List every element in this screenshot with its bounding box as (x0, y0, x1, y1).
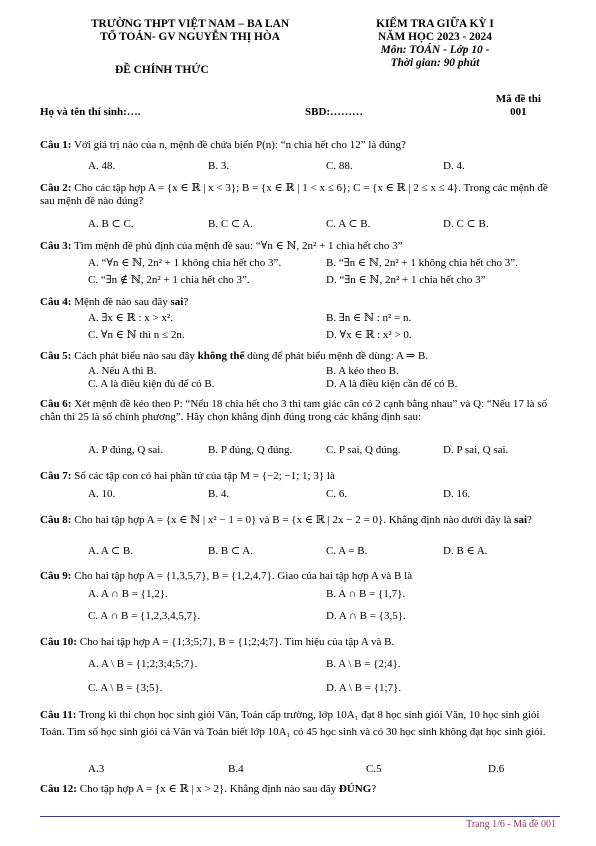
question-label: Câu 12: (40, 783, 77, 795)
question-7 (40, 470, 560, 500)
option-b: B. A ∩ B = {1,7}. (326, 588, 406, 600)
question-label: Câu 10: (40, 636, 77, 648)
page-footer: Trang 1/6 - Mã đề 001 (466, 819, 556, 830)
option-b: B.4 (228, 763, 244, 775)
candidate-number-field: SBD:……… (305, 106, 364, 118)
question-text: Cho các tập hợp A = {x ∈ ℝ | x < 3}; B = {x ∈ ℝ | 1 < x ≤ 6}; C = {x ∈ ℝ | 2 ≤ x ≤ 4}. Trong các mệnh đề sau mệnh đề nào đúng? (40, 182, 548, 207)
question-text: Số các tập con có hai phần tử của tập M = {−2; −1; 1; 3} là (74, 470, 335, 482)
question-label: Câu 9: (40, 570, 72, 582)
question-label: Câu 1: (40, 139, 72, 151)
question-text-end: ? (183, 296, 189, 308)
option-c: C. ∀n ∈ ℕ thì n ≤ 2n. (88, 329, 185, 341)
option-a: A. A ∩ B = {1,2}. (88, 588, 168, 600)
option-d: D. P sai, Q sai. (443, 444, 509, 456)
option-a: A.3 (88, 763, 105, 775)
option-b: B. A \ B = {2;4}. (326, 658, 401, 670)
exam-code-label: Mã đề thi (495, 93, 541, 105)
option-c: C. A \ B = {3;5}. (88, 682, 163, 694)
option-d: D. A là điều kiện cần để có B. (326, 378, 458, 390)
exam-header (330, 18, 540, 70)
question-text: Cho tập hợp A = {x ∈ ℝ | x > 2}. Khẳng định nào sau đây (79, 783, 339, 795)
question-label: Câu 4: (40, 296, 72, 308)
option-c: C. A = B. (326, 545, 368, 557)
question-label: Câu 11: (40, 709, 77, 721)
question-12 (40, 783, 560, 796)
question-11 (40, 707, 560, 775)
question-text: Với giá trị nào của n, mệnh đề chứa biến P(n): “n chia hết cho 12” là đúng? (74, 139, 406, 151)
question-label: Câu 6: (40, 398, 72, 410)
student-name-field: Họ và tên thí sinh:…. (40, 106, 141, 118)
option-b: B. ∃n ∈ ℕ : n² = n. (326, 312, 412, 324)
duration: Thời gian: 90 phút (390, 57, 480, 69)
option-c: C. A là điều kiện đủ để có B. (88, 378, 215, 390)
question-6 (40, 398, 560, 456)
question-3 (40, 240, 560, 286)
question-label: Câu 8: (40, 514, 72, 526)
question-text: Cách phát biểu nào sau đây (74, 350, 198, 362)
question-text-end: dùng để phát biểu mệnh đề dùng: A ⇒ B. (244, 350, 429, 362)
exam-code (496, 93, 541, 119)
option-d: D. A ∩ B = {3,5}. (326, 610, 406, 622)
question-emphasis: không thể (197, 350, 245, 362)
official-label: ĐỀ CHÍNH THỨC (115, 64, 209, 76)
school-year: NĂM HỌC 2023 - 2024 (378, 31, 492, 43)
option-a: A. 10. (88, 488, 116, 500)
department-name: TỔ TOÁN- GV NGUYỄN THỊ HÒA (100, 31, 280, 43)
option-d: D. C ⊂ B. (443, 218, 489, 230)
question-10 (40, 636, 560, 694)
question-text: Cho hai tập hợp A = {x ∈ ℕ | x² − 1 = 0} và B = {x ∈ ℝ | 2x − 2 = 0}. Khẳng định nào dưới đây là (74, 514, 515, 526)
option-c: C.5 (366, 763, 382, 775)
option-b: B. B ⊂ A. (208, 545, 253, 557)
option-b: B. A kéo theo B. (326, 365, 399, 377)
option-d: D. A \ B = {1;7}. (326, 682, 402, 694)
school-header (40, 18, 340, 44)
option-a: A. A \ B = {1;2;3;4;5;7}. (88, 658, 198, 670)
question-1 (40, 139, 560, 172)
option-d: D. 4. (443, 160, 465, 172)
option-c: C. A ∩ B = {1,2,3,4,5,7}. (88, 610, 201, 622)
option-d: D. B ∈ A. (443, 545, 488, 557)
option-a: A. A ⊂ B. (88, 545, 133, 557)
option-c: C. “∃n ∉ ℕ, 2n² + 1 chia hết cho 3”. (88, 274, 250, 286)
question-2 (40, 182, 560, 230)
option-a: A. P đúng, Q sai. (88, 444, 164, 456)
question-text: Mệnh đề nào sau đây (74, 296, 171, 308)
option-b: B. P đúng, Q đúng. (208, 444, 293, 456)
question-9 (40, 570, 560, 622)
question-text: Cho hai tập hợp A = {1;3;5;7}, B = {1;2;4;7}. Tìm hiệu của tập A và B. (79, 636, 395, 648)
option-a: A. Nếu A thì B. (88, 365, 157, 377)
question-text: Xét mệnh đề kéo theo P: “Nếu 18 chia hết cho 3 thì tam giác cân có 2 cạnh bằng nhau” và Q: “Nếu 17 là số chẵn thì 25 là số chính phương”. Hãy chọn khẳng định đúng trong các khẳng định sau: (40, 398, 548, 423)
option-d: D. 16. (443, 488, 471, 500)
question-emphasis: ĐÚNG (338, 783, 372, 795)
question-5 (40, 350, 560, 390)
option-c: C. 88. (326, 160, 353, 172)
option-a: A. 48. (88, 160, 116, 172)
option-c: C. P sai, Q đúng. (326, 444, 401, 456)
subject: Môn: TOÁN - Lớp 10 - (380, 44, 490, 56)
option-a: A. B ⊂ C. (88, 218, 134, 230)
question-label: Câu 5: (40, 350, 72, 362)
option-c: C. 6. (326, 488, 348, 500)
school-name: TRƯỜNG THPT VIỆT NAM – BA LAN (90, 18, 290, 30)
option-b: B. C ⊂ A. (208, 218, 253, 230)
exam-title: KIỂM TRA GIỮA KỲ I (376, 18, 494, 30)
question-label: Câu 3: (40, 240, 72, 252)
option-d: D. “∃n ∈ ℕ, 2n² + 1 chia hết cho 3” (326, 274, 486, 286)
question-text-end: ? (371, 783, 377, 795)
option-b: B. 4. (208, 488, 230, 500)
question-text-end: ? (527, 514, 532, 526)
question-emphasis: sai (170, 296, 184, 308)
option-c: C. A ⊂ B. (326, 218, 371, 230)
exam-code-value: 001 (510, 106, 527, 118)
question-label: Câu 7: (40, 470, 72, 482)
option-b: B. 3. (208, 160, 230, 172)
question-text: Tìm mệnh đề phủ định của mệnh đề sau: “∀n ∈ ℕ, 2n² + 1 chia hết cho 3” (74, 240, 403, 252)
footer-divider (40, 816, 560, 817)
question-text: Cho hai tập hợp A = {1,3,5,7}, B = {1,2,4,7}. Giao của hai tập hợp A và B là (74, 570, 413, 582)
question-label: Câu 2: (40, 182, 72, 194)
option-d: D. ∀x ∈ ℝ : x² > 0. (326, 329, 412, 341)
question-text: Trong kì thi chọn học sinh giỏi Văn, Toán cấp trường, lớp 10A₁ đạt 8 học sinh giỏi Văn, 10 học sinh giỏi Toán. Tìm số học sinh giỏi cả Văn và Toán biết lớp 10A₁ có 45 học sinh và có 30 học sinh không đạt học sinh giỏi. (40, 709, 546, 738)
option-a: A. “∀n ∈ ℕ, 2n² + 1 không chia hết cho 3”. (88, 257, 282, 269)
option-b: B. “∃n ∈ ℕ, 2n² + 1 không chia hết cho 3”. (326, 257, 518, 269)
question-8 (40, 514, 560, 557)
question-4 (40, 296, 560, 341)
option-d: D.6 (488, 763, 505, 775)
option-a: A. ∃x ∈ ℝ : x > x². (88, 312, 174, 324)
question-emphasis: sai (514, 514, 528, 526)
